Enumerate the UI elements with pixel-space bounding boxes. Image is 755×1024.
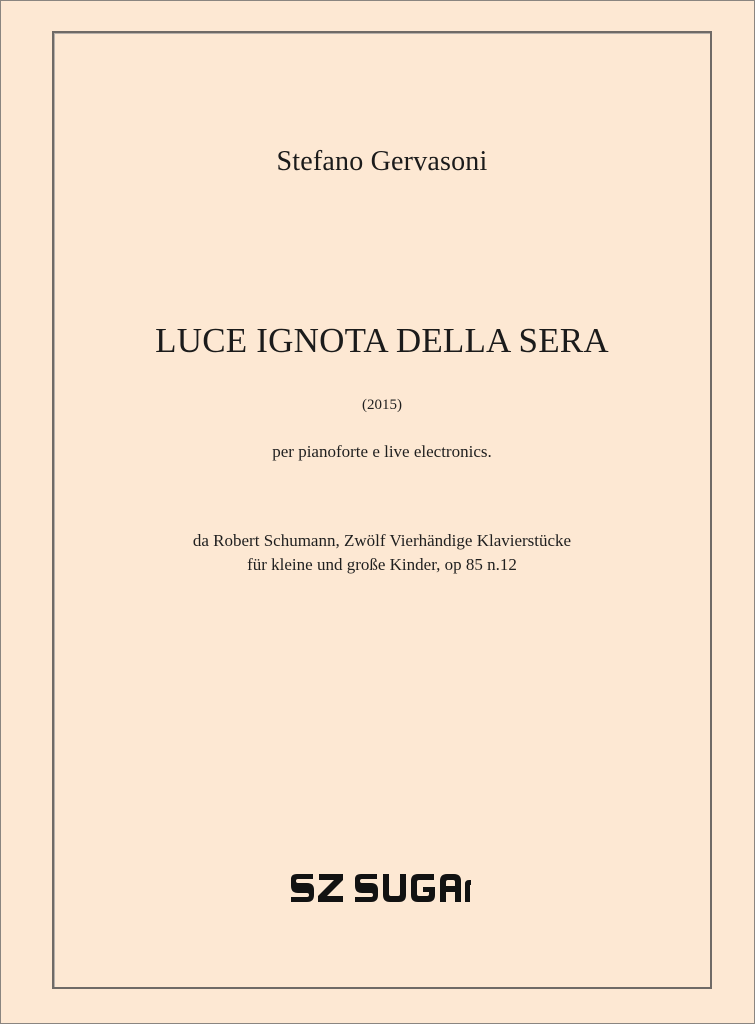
source-line-2: für kleine und große Kinder, op 85 n.12	[247, 555, 517, 574]
work-title: LUCE IGNOTA DELLA SERA	[155, 321, 609, 360]
source-work	[54, 529, 710, 577]
sz-sugar-logo-icon	[291, 874, 471, 902]
source-line-1: da Robert Schumann, Zwölf Vierhändige Klavierstücke	[192, 531, 572, 550]
composition-year: (2015)	[362, 397, 402, 413]
instrumentation: per pianoforte e live electronics.	[272, 442, 492, 461]
composer-name: Stefano Gervasoni	[276, 146, 488, 177]
publisher-logo	[291, 874, 471, 902]
cover-frame	[52, 31, 712, 989]
